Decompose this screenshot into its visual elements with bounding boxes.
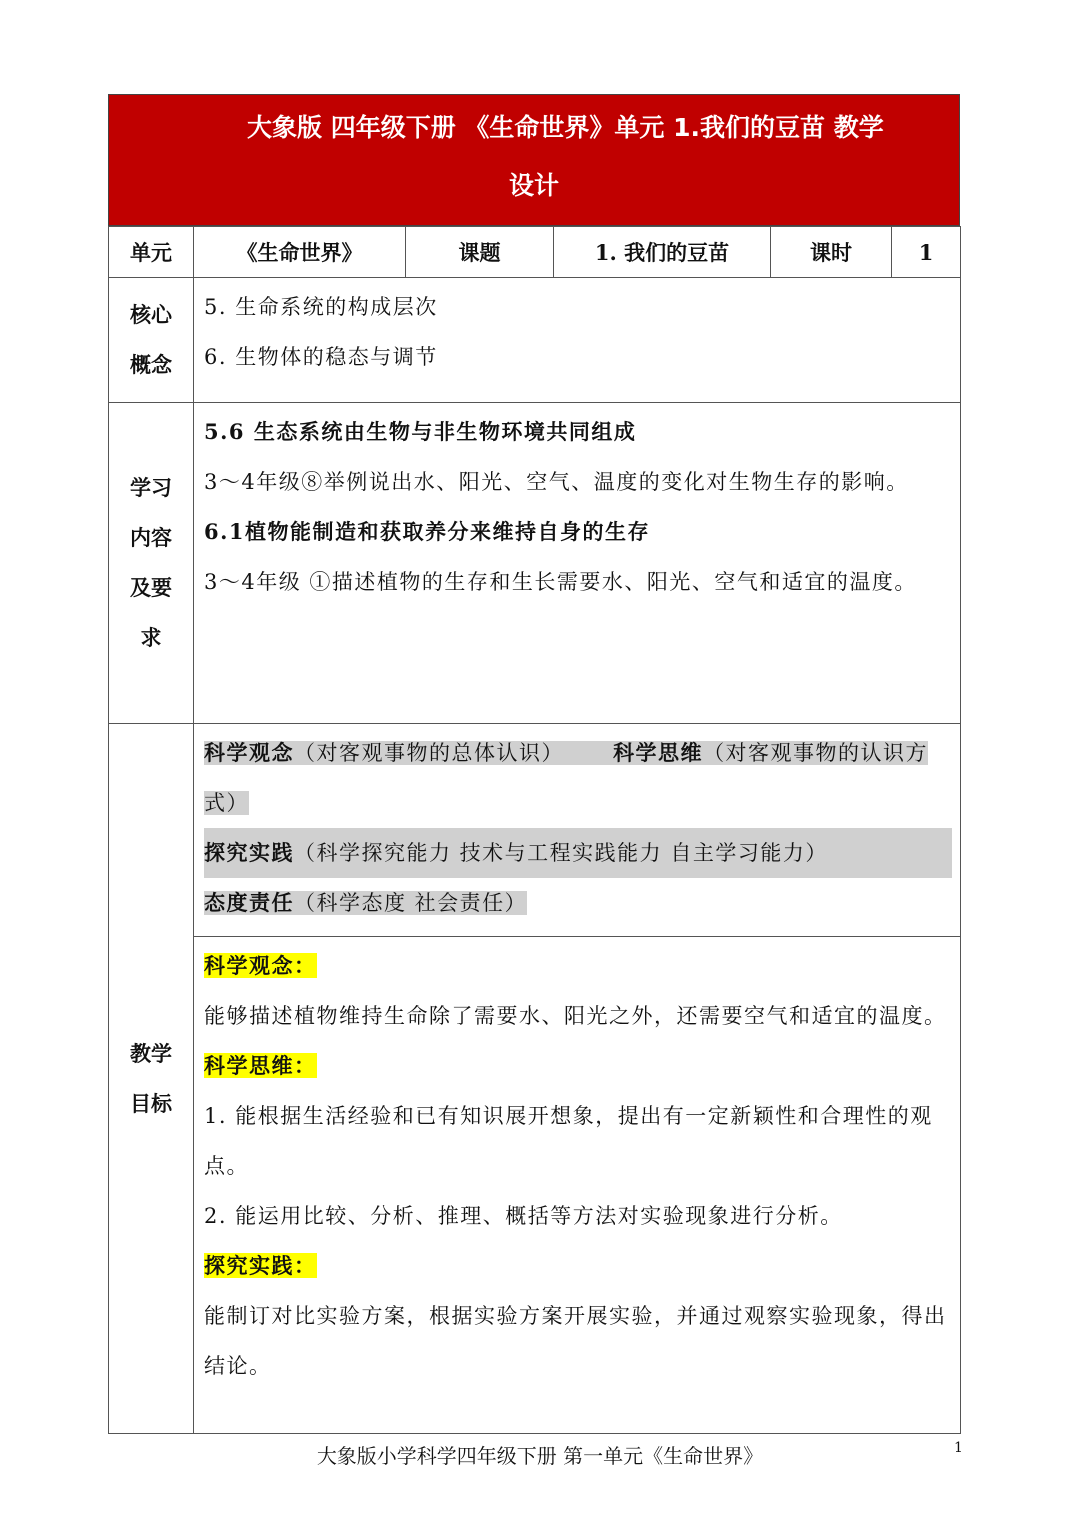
learning-row bbox=[109, 403, 961, 724]
title-line-2: 设计 bbox=[508, 171, 559, 200]
title-bar bbox=[108, 94, 960, 226]
attitude-desc: （科学态度 社会责任） bbox=[294, 891, 528, 915]
goal-heading-thinking: 科学思维： bbox=[204, 1053, 317, 1078]
inquiry-desc: （科学探究能力 技术与工程实践能力 自主学习能力） bbox=[294, 841, 828, 865]
goal-heading-inquiry: 探究实践： bbox=[204, 1253, 317, 1278]
sci-thinking-desc: （对客观事物的认识方式） bbox=[204, 741, 929, 815]
learning-p4: 3～4年级 ①描述植物的生存和生长需要水、阳光、空气和适宜的温度。 bbox=[204, 570, 917, 594]
header-row bbox=[109, 227, 961, 278]
goal-text: 1. 能根据生活经验和已有知识展开想象，提出有一定新颖性和合理性的观点。 bbox=[204, 1104, 933, 1178]
core-concept-item: 6. 生物体的稳态与调节 bbox=[204, 345, 438, 369]
sci-thinking-label: 科学思维 bbox=[613, 740, 704, 765]
goals-label: 教学 目标 bbox=[109, 724, 194, 1434]
literacy-row bbox=[109, 724, 961, 937]
period-value: 1 bbox=[892, 227, 961, 278]
sci-concept-label: 科学观念 bbox=[204, 740, 294, 765]
goals-row bbox=[109, 937, 961, 1434]
learning-p1: 5.6 生态系统由生物与非生物环境共同组成 bbox=[204, 419, 637, 444]
lesson-table bbox=[108, 226, 961, 1434]
attitude-label: 态度责任 bbox=[204, 890, 294, 915]
learning-p2: 3～4年级⑧举例说出水、阳光、空气、温度的变化对生物生存的影响。 bbox=[204, 470, 909, 494]
learning-label: 学习 内容 及要 求 bbox=[109, 403, 194, 724]
learning-p3: 6.1植物能制造和获取养分来维持自身的生存 bbox=[204, 519, 651, 544]
core-concepts-content bbox=[194, 278, 961, 403]
unit-value: 《生命世界》 bbox=[194, 227, 406, 278]
goals-content bbox=[194, 937, 961, 1434]
lesson-plan-page bbox=[108, 94, 960, 1434]
unit-label: 单元 bbox=[109, 227, 194, 278]
core-concepts-label: 核心 概念 bbox=[109, 278, 194, 403]
goal-text: 2. 能运用比较、分析、推理、概括等方法对实验现象进行分析。 bbox=[204, 1204, 843, 1228]
goal-heading-concept: 科学观念： bbox=[204, 953, 317, 978]
page-footer: 大象版小学科学四年级下册 第一单元《生命世界》 bbox=[316, 1444, 764, 1468]
goal-text: 能制订对比实验方案，根据实验方案开展实验，并通过观察实验现象，得出结论。 bbox=[204, 1304, 947, 1378]
learning-content bbox=[194, 403, 961, 724]
sci-concept-desc: （对客观事物的总体认识） bbox=[294, 741, 564, 765]
goal-text: 能够描述植物维持生命除了需要水、阳光之外，还需要空气和适宜的温度。 bbox=[204, 1004, 947, 1028]
topic-value: 1. 我们的豆苗 bbox=[554, 227, 771, 278]
core-concept-item: 5. 生命系统的构成层次 bbox=[204, 295, 438, 319]
literacy-content bbox=[194, 724, 961, 937]
inquiry-label: 探究实践 bbox=[204, 840, 294, 865]
title-line-1: 大象版 四年级下册 《生命世界》单元 1.我们的豆苗 教学 bbox=[247, 113, 884, 142]
period-label: 课时 bbox=[771, 227, 892, 278]
topic-label: 课题 bbox=[406, 227, 554, 278]
page-number: 1 bbox=[954, 1440, 963, 1456]
core-concepts-row bbox=[109, 278, 961, 403]
